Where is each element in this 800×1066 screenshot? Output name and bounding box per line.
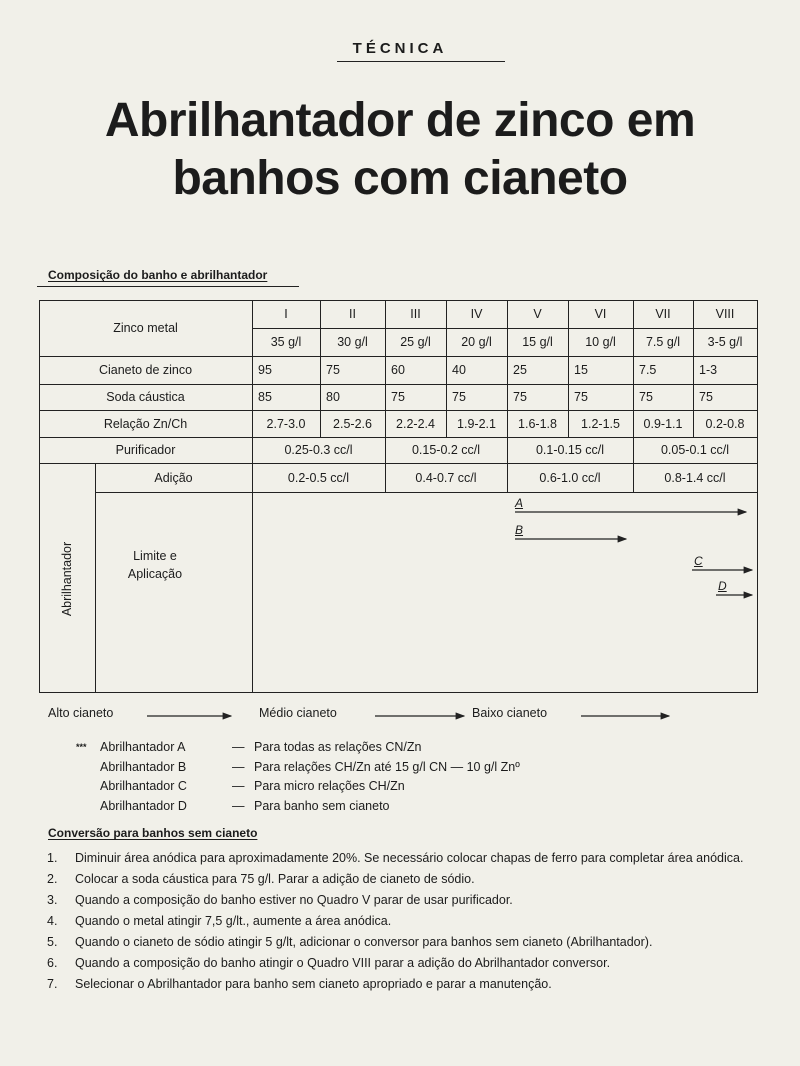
step-number: 1. xyxy=(47,851,58,865)
cell-zinc-metal: 7.5 g/l xyxy=(645,335,681,349)
note-text: Para todas as relações CN/Zn xyxy=(254,740,422,754)
column-header: III xyxy=(410,307,421,321)
column-header: VIII xyxy=(715,307,735,321)
cell-addition: 0.8-1.4 cc/l xyxy=(664,470,726,485)
cell-caustic-soda: 75 xyxy=(391,390,405,404)
step-item xyxy=(47,934,753,950)
row-label-addition: Adição xyxy=(154,470,193,485)
step-item xyxy=(47,871,753,887)
cell-zinc-cyanide: 7.5 xyxy=(639,363,657,377)
note-text: Para relações CH/Zn até 15 g/l CN — 10 g/l Znº xyxy=(254,759,520,774)
note-mark xyxy=(76,777,100,797)
cell-addition: 0.2-0.5 cc/l xyxy=(287,470,350,485)
brightener-notes xyxy=(76,738,520,816)
cell-caustic-soda: 75 xyxy=(513,390,527,404)
cell-ratio: 1.9-2.1 xyxy=(457,416,496,431)
cell-zinc-cyanide: 15 xyxy=(574,363,588,377)
column-header: IV xyxy=(470,307,483,321)
step-text: Quando a composição do banho atingir o Quadro VIII parar a adição do Abrilhantador conversor. xyxy=(75,956,611,970)
cell-zinc-cyanide: 25 xyxy=(513,363,527,377)
cell-caustic-soda: 75 xyxy=(574,390,588,404)
note-dash: — xyxy=(232,740,245,754)
step-item xyxy=(47,955,753,971)
step-number: 6. xyxy=(47,956,58,970)
limit-label-line-1: Limite e xyxy=(133,549,177,563)
limit-label-line-2: Aplicação xyxy=(127,567,183,581)
cell-caustic-soda: 75 xyxy=(639,390,653,404)
cell-zinc-metal: 20 g/l xyxy=(461,335,492,349)
cell-ratio: 2.5-2.6 xyxy=(333,416,372,431)
step-item xyxy=(47,976,753,992)
step-text: Quando o cianeto de sódio atingir 5 g/lt, adicionar o conversor para banhos sem cianeto (Abrilhantador). xyxy=(75,935,653,949)
note-name: Abrilhantador A xyxy=(100,740,186,754)
note-mark xyxy=(76,758,100,778)
cell-ratio: 1.6-1.8 xyxy=(518,416,557,431)
note-name: Abrilhantador C xyxy=(100,779,187,793)
row-label-caustic-soda: Soda cáustica xyxy=(106,390,185,404)
brightener-group-text: Abrilhantador xyxy=(60,541,75,617)
note-name: Abrilhantador B xyxy=(100,759,187,774)
cell-addition: 0.6-1.0 cc/l xyxy=(539,470,601,485)
note-row xyxy=(76,777,520,797)
title-line-2: banhos com cianeto xyxy=(172,152,628,205)
cell-addition: 0.4-0.7 cc/l xyxy=(415,470,477,485)
cell-caustic-soda: 80 xyxy=(326,390,340,404)
step-item xyxy=(47,850,753,866)
column-header: VI xyxy=(594,307,607,321)
step-number: 7. xyxy=(47,977,58,991)
step-number: 4. xyxy=(47,914,58,928)
note-row xyxy=(76,738,520,758)
column-header: V xyxy=(533,307,542,321)
cell-zinc-metal: 3-5 g/l xyxy=(707,335,743,349)
note-text: Para banho sem cianeto xyxy=(254,798,390,813)
composition-heading: Composição do banho e abrilhantador xyxy=(48,268,268,282)
row-label-zinc-metal: Zinco metal xyxy=(113,321,178,335)
note-dash: — xyxy=(232,759,245,774)
note-name: Abrilhantador D xyxy=(100,798,187,813)
cell-zinc-cyanide: 60 xyxy=(391,363,405,377)
cell-caustic-soda: 85 xyxy=(258,390,272,404)
step-number: 2. xyxy=(47,872,58,886)
cell-purifier: 0.15-0.2 cc/l xyxy=(411,443,481,457)
note-dash: — xyxy=(232,779,245,793)
flow-high: Alto cianeto xyxy=(48,706,114,720)
conversion-heading: Conversão para banhos sem cianeto xyxy=(48,826,258,840)
step-text: Quando a composição do banho estiver no Quadro V parar de usar purificador. xyxy=(75,893,513,907)
step-number: 5. xyxy=(47,935,58,949)
step-item xyxy=(47,892,753,908)
cell-zinc-metal: 35 g/l xyxy=(270,335,302,349)
flow-medium: Médio cianeto xyxy=(259,706,337,720)
note-mark xyxy=(76,797,100,817)
column-header: I xyxy=(284,307,288,321)
cell-zinc-metal: 10 g/l xyxy=(585,335,616,349)
cell-zinc-metal: 15 g/l xyxy=(522,335,553,349)
cell-ratio: 1.2-1.5 xyxy=(581,416,620,431)
cell-zinc-cyanide: 75 xyxy=(326,363,340,377)
note-text: Para micro relações CH/Zn xyxy=(254,779,405,793)
cell-zinc-metal: 30 g/l xyxy=(337,335,368,349)
cell-zinc-metal: 25 g/l xyxy=(400,335,431,349)
title-line-1: Abrilhantador de zinco em xyxy=(104,94,696,147)
cell-purifier: 0.1-0.15 cc/l xyxy=(535,443,605,457)
row-label-zinc-cyanide: Cianeto de zinco xyxy=(98,363,193,377)
note-row xyxy=(76,797,520,817)
step-text: Selecionar o Abrilhantador para banho sem cianeto apropriado e parar a manutenção. xyxy=(75,977,552,991)
cell-caustic-soda: 75 xyxy=(452,390,466,404)
arrow-label-d: D xyxy=(718,579,727,593)
note-row xyxy=(76,758,520,778)
flow-low: Baixo cianeto xyxy=(472,706,548,720)
cell-ratio: 2.7-3.0 xyxy=(266,416,306,431)
column-header: II xyxy=(349,307,356,321)
step-text: Diminuir área anódica para aproximadamente 20%. Se necessário colocar chapas de ferro para completar área anódica. xyxy=(75,851,744,865)
cell-ratio: 0.9-1.1 xyxy=(643,416,683,431)
cell-ratio: 2.2-2.4 xyxy=(396,416,435,431)
arrow-label-a: A xyxy=(515,496,524,510)
step-text: Quando o metal atingir 7,5 g/lt., aumente a área anódica. xyxy=(75,914,392,928)
conversion-steps xyxy=(47,850,753,997)
note-dash: — xyxy=(232,798,245,813)
step-item xyxy=(47,913,753,929)
cell-purifier: 0.05-0.1 cc/l xyxy=(660,443,730,457)
cell-zinc-cyanide: 40 xyxy=(452,363,466,377)
cell-caustic-soda: 75 xyxy=(699,390,713,404)
arrow-label-b: B xyxy=(515,523,524,537)
cell-zinc-cyanide: 95 xyxy=(258,363,272,377)
note-mark: *** xyxy=(76,742,87,752)
step-text: Colocar a soda cáustica para 75 g/l. Parar a adição de cianeto de sódio. xyxy=(75,872,475,886)
row-label-ratio: Relação Zn/Ch xyxy=(103,416,188,431)
cell-zinc-cyanide: 1-3 xyxy=(699,363,718,377)
cell-ratio: 0.2-0.8 xyxy=(705,416,745,431)
row-label-purifier: Purificador xyxy=(115,443,176,457)
section-label: TÉCNICA xyxy=(352,40,448,57)
step-number: 3. xyxy=(47,893,58,907)
column-header: VII xyxy=(655,307,671,321)
arrow-label-c: C xyxy=(694,554,703,568)
cell-purifier: 0.25-0.3 cc/l xyxy=(284,443,353,457)
